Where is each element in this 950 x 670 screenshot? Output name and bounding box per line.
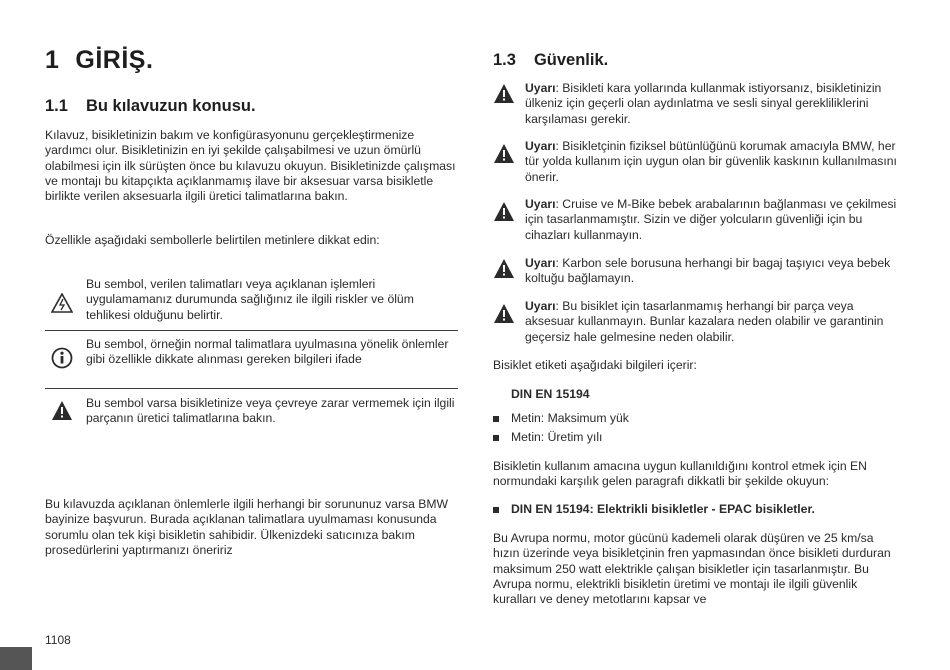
bullet-square-icon	[493, 435, 499, 441]
intro-paragraph: Kılavuz, bisikletinizin bakım ve konfigürasyonunu gerçekleştirmenize yardımcı olur. Bisikletinizin en iyi şekilde çalışabilmesi ve uzun ömürlü olabilmesi için ilk sürüşten önce bu kılavuzu okuyun. Bisikletinizde çalışması ve montajı bu kitapçıkta açıklanmamış ilave bir aksesuar varsa bisikletle birlikte verilen aksesuarla ilgili üretici talimatlarına bakın.	[45, 128, 456, 204]
page-tab-marker	[0, 647, 32, 670]
warning-text: Uyarı: Cruise ve M-Bike bebek arabalarının bağlanması ve çekilmesi için tasarlanmamıştır. Sizin ve diğer yolcuların güvenliği için bu cihazları kullanmayın.	[525, 197, 897, 242]
norm-description: Bu Avrupa normu, motor gücünü kademeli olarak düşüren ve 25 km/sa hızın üzerinde veya bisikletçinin fren yapmasından önce bisikleti durduran maksimum 250 watt elektrikle çalışan bisikletler için tasarlanmıştır. Bu Avrupa normu, elektrikli bisikletin üretimi ve montajı ile ilgili güvenlik kuralları ve deney metotlarını kapsar ve	[493, 531, 891, 607]
divider	[45, 330, 458, 331]
warning-text: Uyarı: Karbon sele borusuna herhangi bir bagaj taşıyıcı veya bebek koltuğu bağlamayın.	[525, 256, 891, 286]
label-info-text: Bisiklet etiketi aşağıdaki bilgileri içerir:	[493, 358, 697, 372]
attention-text: Özellikle aşağıdaki sembollerle belirtilen metinlere dikkat edin:	[45, 233, 380, 247]
warning-triangle-icon	[493, 83, 515, 109]
warning-text: Uyarı: Bu bisiklet için tasarlanmamış herhangi bir parça veya aksesuar kullanmayın. Bunlar kazalara neden olabilir ve garantinin geçersiz hale gelmesine neden olabilir.	[525, 299, 884, 344]
bullet-square-icon	[493, 507, 499, 513]
warning-text: Uyarı: Bisikletçinin fiziksel bütünlüğünü korumak amacıyla BMW, her tür yolda kullanım için uygun olan bir güvenlik kaskının kullanılmasını önerir.	[525, 139, 897, 184]
divider	[45, 388, 458, 389]
section-title-1-3: 1.3 Güvenlik.	[493, 51, 609, 69]
warning-triangle-icon	[493, 143, 515, 169]
usage-text: Bisikletin kullanım amacına uygun kullanıldığını kontrol etmek için EN normundaki karşılık gelen paragrafı dikkatli bir şekilde okuyun:	[493, 459, 867, 489]
info-icon	[51, 347, 73, 374]
warning-triangle-icon	[493, 303, 515, 329]
warning-triangle-icon	[493, 258, 515, 284]
warning-triangle-icon	[493, 201, 515, 227]
norm-heading: DIN EN 15194	[511, 387, 590, 401]
bullet-square-icon	[493, 416, 499, 422]
chapter-title: 1 GİRİŞ.	[45, 46, 154, 74]
page-number: 1108	[45, 633, 71, 647]
symbol-text-danger: Bu sembol, verilen talimatları veya açıklanan işlemleri uygulamamanız durumunda sağlığınız ile ilgili riskler ve ölüm tehlikesi olduğunu belirtir.	[86, 277, 414, 322]
electric-warning-icon	[51, 293, 73, 318]
symbol-text-caution: Bu sembol varsa bisikletinize veya çevreye zarar vermemek için ilgili parçanın üretici talimatlarına bakın.	[86, 396, 455, 426]
symbol-text-info: Bu sembol, örneğin normal talimatlara uyulmasına yönelik önlemler gibi özellikle dikkate alınması gereken bilgileri ifade	[86, 337, 449, 367]
warning-triangle-icon	[51, 400, 73, 426]
section-title-1-1: 1.1 Bu kılavuzun konusu.	[45, 97, 256, 115]
closing-paragraph: Bu kılavuzda açıklanan önlemlerle ilgili herhangi bir sorununuz varsa BMW bayinize başvurun. Burada açıklanan talimatlara uyulmaması konusunda sorumlu olan tek kişi bisikletin sahibidir. Ülkenizdeki satıcınıza bakım prosedürlerini yaptırmanızı öneririz	[45, 497, 449, 557]
warning-text: Uyarı: Bisikleti kara yollarında kullanmak istiyorsanız, bisikletinizin ülkeniz için geçerli olan aydınlatma ve sesli sinyal gerekliliklerini karşılaması gerekir.	[525, 81, 882, 126]
